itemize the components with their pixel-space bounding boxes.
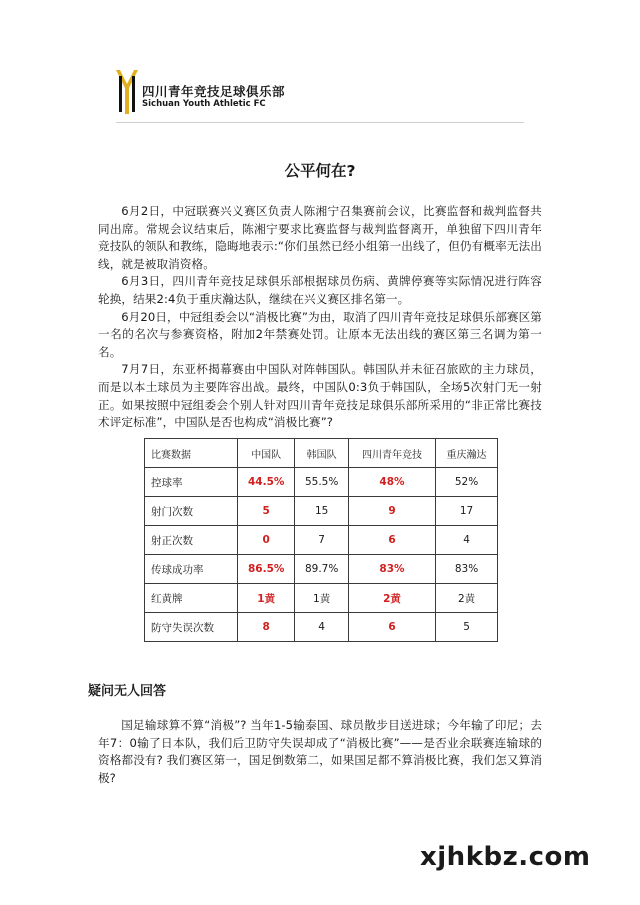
page-title: 公平何在? [284, 162, 356, 180]
table-cell: 48% [348, 468, 435, 497]
row-label: 红黄牌 [145, 584, 238, 613]
table-cell: 4 [295, 613, 349, 642]
table-cell: 15 [295, 497, 349, 526]
table-cell: 86.5% [238, 555, 295, 584]
paragraph: 6月3日，四川青年竞技足球俱乐部根据球员伤病、黄牌停赛等实际情况进行阵容轮换，结果2:4负于重庆瀚达队，继续在兴义赛区排名第一。 [98, 274, 542, 306]
qa-body [98, 717, 542, 787]
row-label: 射正次数 [145, 526, 238, 555]
table-cell: 89.7% [295, 555, 349, 584]
table-cell: 4 [436, 526, 498, 555]
table-cell: 2黄 [436, 584, 498, 613]
table-row [145, 526, 498, 555]
table-row [145, 468, 498, 497]
table-cell: 44.5% [238, 468, 295, 497]
table-cell: 8 [238, 613, 295, 642]
paragraph: 7月7日，东亚杯揭幕赛由中国队对阵韩国队。韩国队并未征召旅欧的主力球员，而是以本土球员为主要阵容出战。最终，中国队0:3负于韩国队，全场5次射门无一射正。如果按照中冠组委会个别人针对四川青年竞技足球俱乐部所采用的“非正常比赛技术评定标准”，中国队是否也构成“消极比赛”? [98, 362, 542, 430]
table-header-row [145, 439, 498, 468]
club-name-cn: 四川青年竞技足球俱乐部 [142, 84, 286, 99]
table-cell: 7 [295, 526, 349, 555]
club-name-en: Sichuan Youth Athletic FC [142, 99, 266, 109]
section-title: 疑问无人回答 [88, 684, 167, 699]
table-row [145, 584, 498, 613]
table-cell: 1黄 [238, 584, 295, 613]
table-cell: 9 [348, 497, 435, 526]
table-cell: 83% [436, 555, 498, 584]
club-logo [116, 68, 316, 118]
table-cell: 1黄 [295, 584, 349, 613]
article-body [98, 203, 542, 432]
row-label: 传球成功率 [145, 555, 238, 584]
watermark: xjhkbz.com [420, 842, 591, 872]
row-label: 射门次数 [145, 497, 238, 526]
table-header-cell: 中国队 [238, 439, 295, 468]
table-cell: 5 [238, 497, 295, 526]
header-divider [116, 122, 524, 123]
table-cell: 0 [238, 526, 295, 555]
table-header-cell: 比赛数据 [145, 439, 238, 468]
table-row [145, 613, 498, 642]
row-label: 防守失误次数 [145, 613, 238, 642]
table-cell: 17 [436, 497, 498, 526]
paragraph: 6月20日，中冠组委会以“消极比赛”为由，取消了四川青年竞技足球俱乐部赛区第一名的名次与参赛资格，附加2年禁赛处罚。让原本无法出线的赛区第三名调为第一名。 [98, 309, 542, 359]
table-header-cell: 重庆瀚达 [436, 439, 498, 468]
table-cell: 6 [348, 613, 435, 642]
table-row [145, 497, 498, 526]
table-cell: 55.5% [295, 468, 349, 497]
paragraph: 国足输球算不算“消极”? 当年1-5输泰国、球员散步目送进球；今年输了印尼；去年7：0输了日本队，我们后卫防守失误却成了“消极比赛”——是否业余联赛连输球的资格都没有? 我们赛区第一，国足倒数第二，如果国足都不算消极比赛，我们怎又算消极? [98, 718, 542, 785]
table-cell: 2黄 [348, 584, 435, 613]
paragraph: 6月2日，中冠联赛兴义赛区负责人陈湘宁召集赛前会议，比赛监督和裁判监督共同出席。常规会议结束后，陈湘宁要求比赛监督与裁判监督离开，单独留下四川青年竞技队的领队和教练，隐晦地表示:“你们虽然已经小组第一出线了，但仍有概率无法出线，就是被取消资格。 [98, 204, 542, 271]
table-row [145, 555, 498, 584]
table-header-cell: 四川青年竞技 [348, 439, 435, 468]
row-label: 控球率 [145, 468, 238, 497]
table-cell: 6 [348, 526, 435, 555]
club-crest-icon [116, 68, 138, 116]
table-cell: 52% [436, 468, 498, 497]
table-header-cell: 韩国队 [295, 439, 349, 468]
table-cell: 83% [348, 555, 435, 584]
table-cell: 5 [436, 613, 498, 642]
match-stats-table [144, 438, 498, 642]
